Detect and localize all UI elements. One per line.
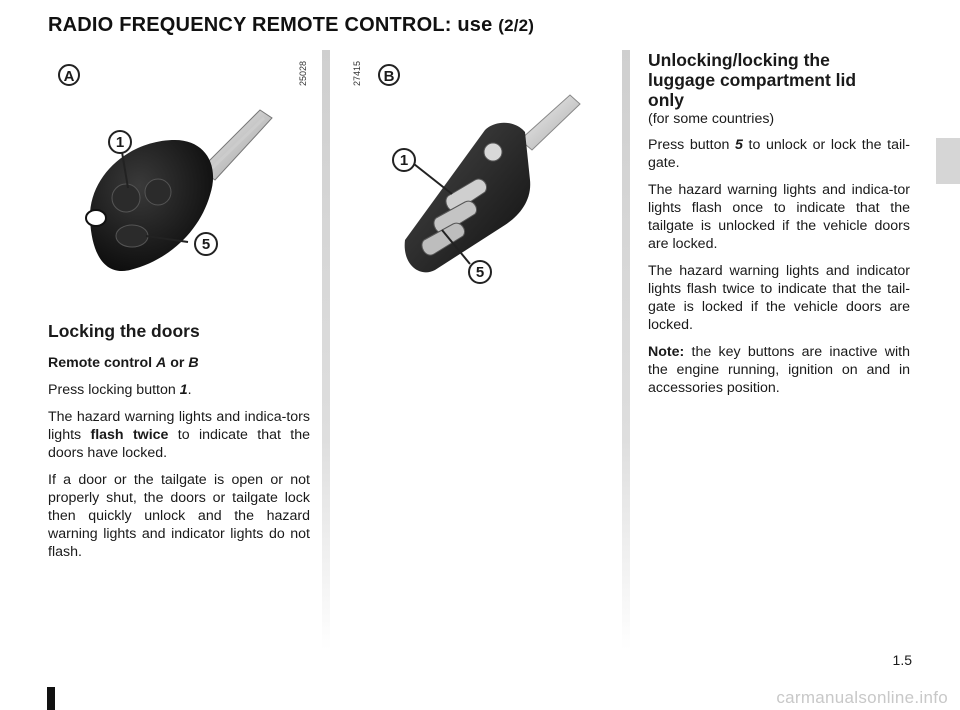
press-button-5-paragraph: Press button 5 to unlock or lock the tail-gate. (648, 137, 910, 171)
note-paragraph: Note: the key buttons are inactive with the engine running, ignition on and in accessories position. (648, 344, 910, 396)
callout-1-b: 1 (392, 148, 416, 172)
figure-b-label: B (378, 64, 400, 86)
section-tab (936, 138, 960, 184)
press-locking-paragraph: Press locking button 1. (48, 382, 192, 398)
figure-a-ref: 25028 (298, 60, 308, 86)
page-title (48, 14, 534, 37)
column-divider-left (322, 50, 330, 650)
left-text-column (48, 322, 310, 570)
callout-5-b: 5 (468, 260, 492, 284)
locking-doors-heading: Locking the doors (48, 321, 200, 341)
page-number: 1.5 (892, 652, 912, 668)
page-title-sub: (2/2) (498, 16, 535, 35)
flash-twice-tailgate-paragraph: The hazard warning lights and indicator lights flash twice to indicate that the tail-gate is locked if the vehicle doors are locked. (648, 263, 910, 333)
door-open-paragraph: If a door or the tailgate is open or not properly shut, the doors or tailgate lock then quickly unlock and the hazard warning lights and indicator lights do not flash. (48, 472, 310, 560)
page-edge-marker (47, 687, 55, 710)
watermark: carmanualsonline.info (776, 688, 948, 707)
flash-twice-paragraph: The hazard warning lights and indica-tors lights flash twice to indicate that the doors have locked. (48, 409, 311, 461)
right-text-column (648, 50, 910, 406)
countries-note: (for some countries) (648, 111, 775, 127)
flash-once-paragraph: The hazard warning lights and indica-tor lights flash once to indicate that the tailgate is unlocked if the vehicle doors are locked. (648, 182, 910, 252)
column-divider-right (622, 50, 630, 650)
luggage-lid-heading: Unlocking/locking the luggage compartment lid only (648, 50, 857, 110)
remote-key-b-illustration (380, 90, 610, 310)
figure-b-ref: 27415 (352, 60, 362, 86)
remote-key-a-illustration (60, 80, 320, 310)
callout-1-a: 1 (108, 130, 132, 154)
page-title-main: RADIO FREQUENCY REMOTE CONTROL: use (48, 14, 493, 36)
remote-control-subheading: Remote control A or B (48, 355, 199, 371)
figure-a-label: A (58, 64, 80, 86)
callout-5-a: 5 (194, 232, 218, 256)
